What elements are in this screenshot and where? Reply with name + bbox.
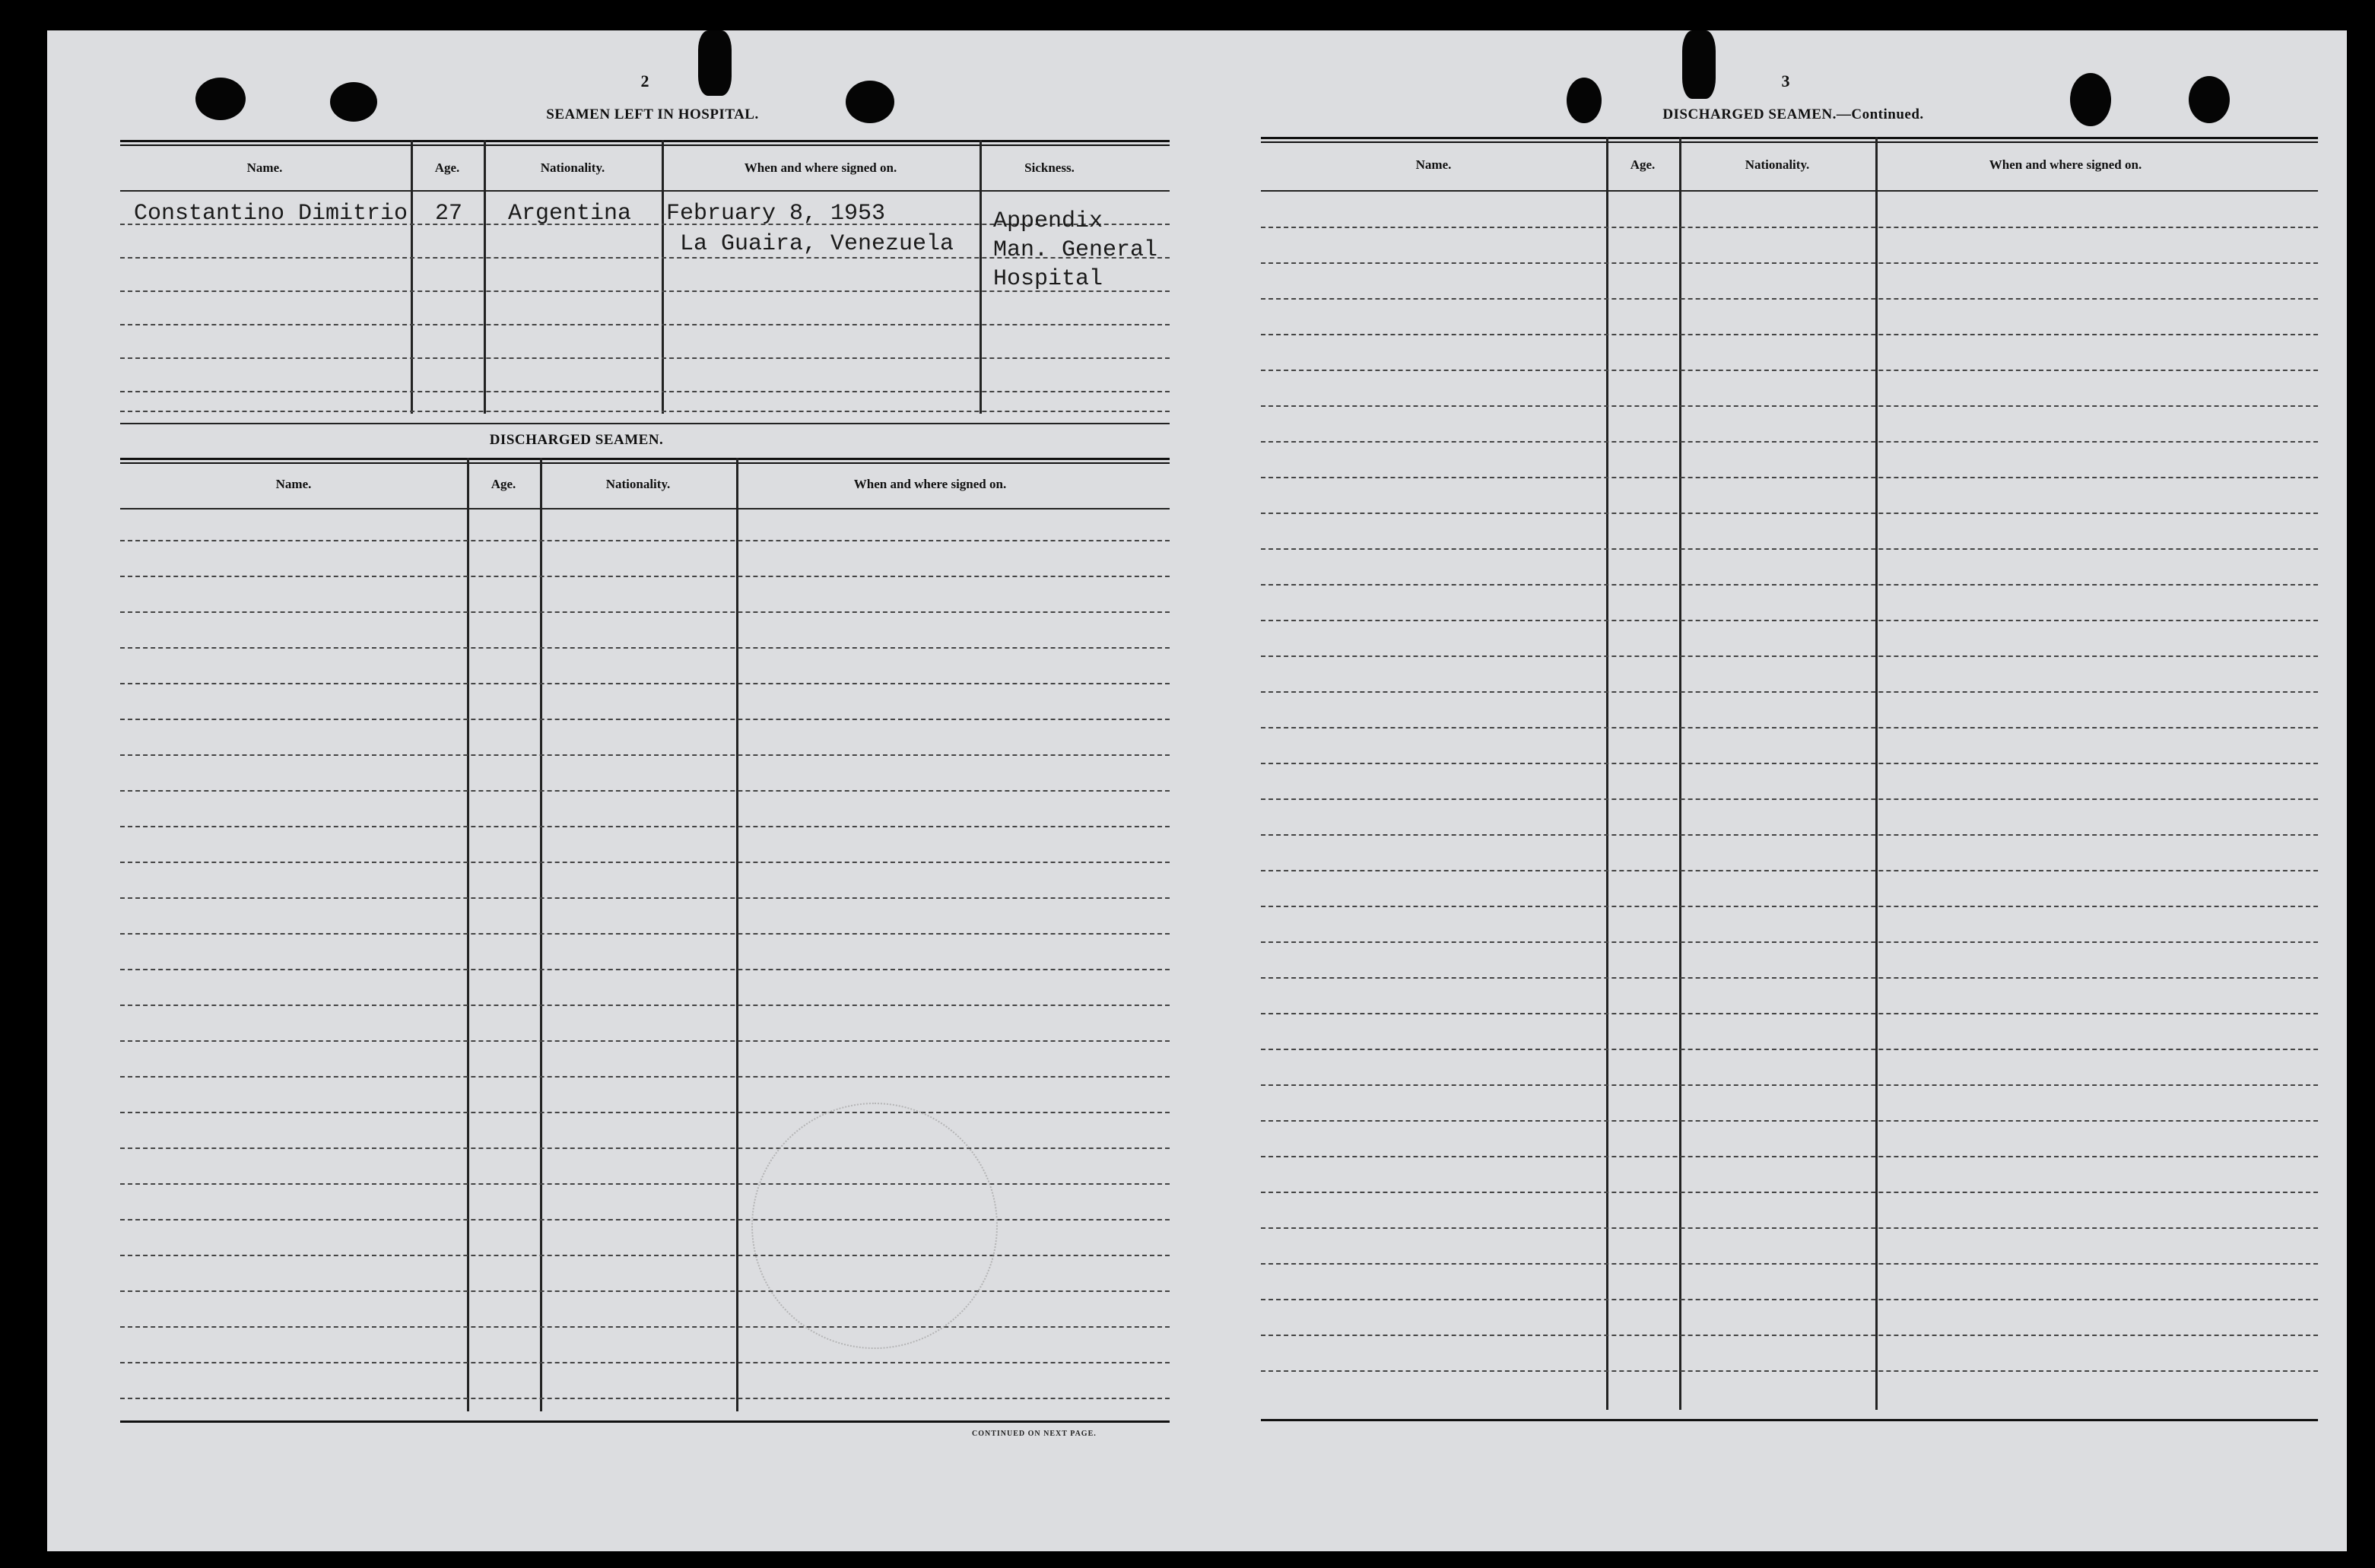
col-header-nationality: Nationality. [540, 160, 605, 175]
faded-stamp [751, 1103, 998, 1349]
row-line [1261, 798, 2318, 800]
column-divider [1679, 137, 1681, 1410]
document-scan [47, 30, 2347, 1551]
row-line [1261, 1227, 2318, 1229]
row-line [1261, 584, 2318, 586]
row-line [120, 647, 1170, 649]
header-divider [1261, 190, 2318, 192]
row-line [120, 540, 1170, 541]
column-divider [980, 140, 982, 414]
column-divider [1875, 137, 1878, 1410]
row-line [1261, 977, 2318, 979]
header-divider [120, 508, 1170, 509]
row-line [1261, 334, 2318, 335]
discharged-continued-caption: DISCHARGED SEAMEN.—Continued. [1662, 106, 1924, 122]
row-line [1261, 906, 2318, 907]
row-line [120, 1326, 1170, 1328]
row-line [120, 391, 1170, 392]
page-number: 3 [1781, 71, 1790, 90]
column-divider [467, 458, 469, 1411]
row-line [1261, 1084, 2318, 1086]
table-top-rule [120, 140, 1170, 146]
row-line [1261, 1335, 2318, 1336]
column-divider [1606, 137, 1608, 1410]
discharged-caption: DISCHARGED SEAMEN. [489, 432, 664, 448]
row-line [1261, 834, 2318, 836]
entry-name: Constantino Dimitrio [134, 201, 408, 227]
col-header-nationality: Nationality. [605, 477, 671, 491]
row-line [120, 1112, 1170, 1113]
torn-notch [698, 30, 732, 96]
row-line [1261, 262, 2318, 264]
left-page [120, 30, 1170, 1551]
row-line [1261, 763, 2318, 764]
discharged-continued-table [1261, 137, 2318, 1460]
row-line [1261, 298, 2318, 300]
row-line [120, 1362, 1170, 1363]
col-header-signed-on: When and where signed on. [853, 477, 1007, 491]
col-header-age: Age. [434, 160, 460, 175]
row-line [120, 790, 1170, 792]
punch-hole [195, 78, 246, 120]
row-line [120, 411, 1170, 412]
entry-nationality: Argentina [508, 201, 632, 227]
header-divider [120, 190, 1170, 192]
row-line [120, 754, 1170, 756]
col-header-sickness: Sickness. [1024, 160, 1075, 175]
section-rule [120, 423, 1170, 424]
row-line [1261, 727, 2318, 728]
row-line [120, 1255, 1170, 1256]
row-line [1261, 691, 2318, 693]
row-line [1261, 513, 2318, 514]
col-header-signed-on: When and where signed on. [744, 160, 897, 175]
continued-note: CONTINUED ON NEXT PAGE. [972, 1430, 1097, 1438]
row-line [1261, 870, 2318, 871]
row-line [120, 969, 1170, 970]
col-header-signed-on: When and where signed on. [1989, 157, 2142, 172]
row-line [120, 719, 1170, 720]
punch-hole [846, 81, 894, 123]
row-line [1261, 548, 2318, 550]
entry-signed-on-place: La Guaira, Venezuela [680, 231, 954, 257]
row-line [1261, 1192, 2318, 1193]
row-line [120, 1005, 1170, 1006]
punch-hole [1567, 78, 1602, 123]
page-number: 2 [640, 71, 649, 90]
col-header-name: Name. [275, 477, 312, 491]
row-line [120, 1040, 1170, 1042]
row-line [120, 1219, 1170, 1220]
row-line [120, 576, 1170, 577]
torn-notch [1682, 30, 1716, 99]
row-line [1261, 441, 2318, 443]
discharged-table [120, 458, 1170, 1462]
row-line [1261, 1013, 2318, 1014]
column-divider [736, 458, 738, 1411]
entry-sickness-line-2: Man. General [993, 237, 1158, 263]
punch-hole [2189, 76, 2230, 123]
row-line [1261, 1156, 2318, 1157]
row-line [120, 1398, 1170, 1399]
row-line [120, 357, 1170, 359]
row-line [1261, 1049, 2318, 1050]
row-line [120, 897, 1170, 899]
row-line [1261, 941, 2318, 943]
column-divider [484, 140, 486, 414]
row-line [1261, 1299, 2318, 1300]
row-line [1261, 620, 2318, 621]
row-line [120, 324, 1170, 325]
col-header-name: Name. [246, 160, 283, 175]
entry-signed-on-date: February 8, 1953 [666, 201, 886, 227]
column-divider [540, 458, 542, 1411]
row-line [120, 933, 1170, 935]
col-header-name: Name. [1415, 157, 1452, 172]
entry-age: 27 [435, 201, 463, 227]
table-bottom-rule [1261, 1419, 2318, 1421]
row-line [1261, 1370, 2318, 1372]
row-line [120, 826, 1170, 827]
row-line [1261, 227, 2318, 228]
table-top-rule [1261, 137, 2318, 143]
column-divider [662, 140, 664, 414]
punch-hole [2070, 73, 2111, 126]
punch-hole [330, 82, 377, 122]
row-line [1261, 1120, 2318, 1122]
row-line [1261, 1263, 2318, 1265]
row-line [1261, 405, 2318, 407]
col-header-nationality: Nationality. [1745, 157, 1810, 172]
row-line [1261, 477, 2318, 478]
row-line [120, 1290, 1170, 1292]
column-divider [411, 140, 413, 414]
hospital-table [120, 140, 1170, 453]
right-page [1261, 30, 2318, 1551]
row-line [1261, 370, 2318, 371]
row-line [120, 1183, 1170, 1185]
row-line [120, 1147, 1170, 1149]
table-bottom-rule [120, 1420, 1170, 1423]
entry-sickness-line-1: Appendix [993, 208, 1103, 234]
row-line [120, 611, 1170, 613]
row-line [120, 683, 1170, 684]
col-header-age: Age. [491, 477, 516, 491]
col-header-age: Age. [1630, 157, 1656, 172]
row-line [120, 862, 1170, 863]
hospital-caption: SEAMEN LEFT IN HOSPITAL. [546, 106, 759, 122]
entry-sickness-line-3: Hospital [993, 266, 1103, 292]
row-line [1261, 655, 2318, 657]
row-line [120, 1076, 1170, 1078]
